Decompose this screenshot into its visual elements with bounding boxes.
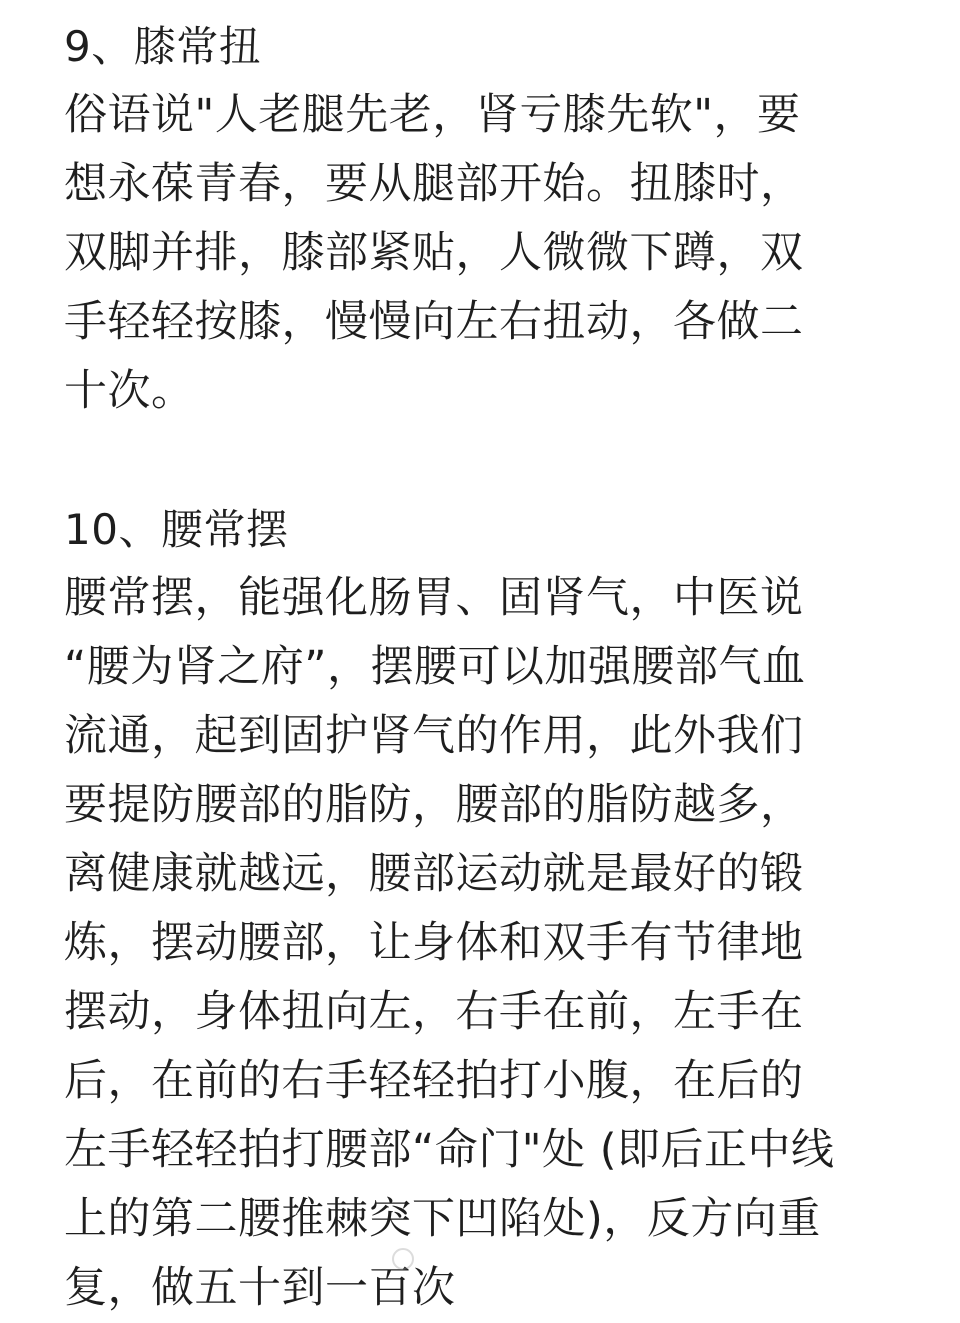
watermark-logo-icon [392, 1248, 414, 1270]
section-9-line-4: 手轻轻按膝，慢慢向左右扭动，各做二 [64, 297, 804, 347]
article-body [64, 12, 904, 1323]
section-9-line-3: 双脚并排，膝部紧贴，人微微下蹲，双 [64, 228, 804, 278]
paragraph-spacer [64, 426, 904, 495]
section-10-line-4: 要提防腰部的脂防，腰部的脂防越多， [64, 780, 804, 830]
section-10-line-6: 炼，摆动腰部，让身体和双手有节律地 [64, 918, 804, 968]
section-10-line-8: 后，在前的右手轻轻拍打小腹，在后的 [64, 1056, 804, 1106]
section-10-line-5: 离健康就越远，腰部运动就是最好的锻 [64, 849, 804, 899]
section-10-line-7: 摆动，身体扭向左，右手在前，左手在 [64, 987, 804, 1037]
watermark [392, 1244, 420, 1274]
section-10-line-2: “腰为肾之府”，摆腰可以加强腰部气血 [64, 642, 806, 692]
section-9-line-1: 俗语说"人老腿先老，肾亏膝先软"，要 [64, 90, 801, 140]
section-10-line-10: 上的第二腰推棘突下凹陷处)，反方向重 [64, 1194, 821, 1244]
section-9-line-5: 十次。 [64, 366, 195, 416]
section-10-line-3: 流通，起到固护肾气的作用，此外我们 [64, 711, 804, 761]
section-9-line-2: 想永葆青春，要从腿部开始。扭膝时， [64, 159, 804, 209]
section-9-heading: 9、膝常扭 [64, 22, 262, 71]
section-10-heading: 10、腰常摆 [64, 505, 289, 554]
section-10-line-1: 腰常摆，能强化肠胃、固肾气，中医说 [64, 573, 804, 623]
section-10-line-11: 复，做五十到一百次 [64, 1263, 456, 1313]
section-10-line-9: 左手轻轻拍打腰部“命门"处 (即后正中线 [64, 1125, 835, 1175]
